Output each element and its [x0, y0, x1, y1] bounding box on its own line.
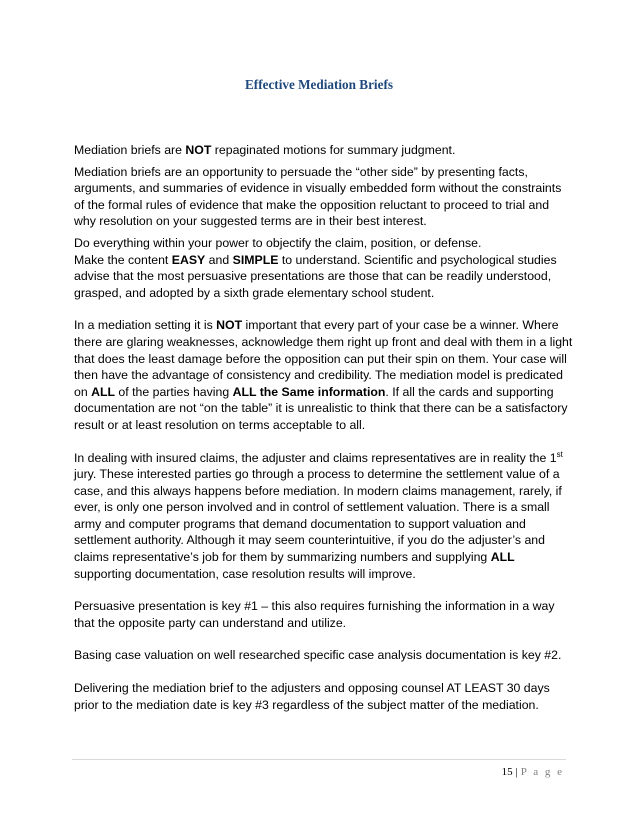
emphasis-not: NOT: [185, 143, 212, 157]
text-run: to understand. Scientific and psychological studies advise that the most persuasive presentations are those that can be readily understood, grasped, and adopted by a sixth grade elementary school student.: [74, 252, 557, 300]
text-run: In a mediation setting it is: [74, 318, 217, 333]
paragraph-3: [74, 235, 574, 301]
paragraph-4: [74, 317, 574, 433]
emphasis-all: ALL: [490, 550, 515, 565]
emphasis-all: ALL: [91, 384, 116, 399]
emphasis-all-same-information: ALL the Same information: [232, 384, 386, 399]
page-footer: [502, 766, 564, 778]
text-run: Mediation briefs are: [74, 143, 186, 157]
paragraph-8: Delivering the mediation brief to the adjusters and opposing counsel AT LEAST 30 days prior to the mediation date is key #3 regardless of the subject matter of the mediation.: [74, 681, 550, 712]
emphasis-simple: SIMPLE: [232, 252, 279, 267]
text-run: Do everything within your power to objectify the claim, position, or defense.: [74, 235, 482, 250]
paragraph-1: [74, 142, 574, 159]
text-run: important that every part of your case be a winner. Where there are glaring weaknesses, acknowledge them right up front and deal with them in a light that does the least damage before the opposition can put their spin on them. Your case will then have the advantage of consistency and credibility. The mediation model is predicated on: [74, 318, 573, 399]
emphasis-not: NOT: [216, 318, 243, 333]
text-run: . If all the cards and supporting documentation are not “on the table” it is unrealistic to think that there can be a satisfactory result or at least resolution on terms acceptable to all.: [74, 384, 568, 432]
text-run: of the parties having: [115, 384, 233, 399]
emphasis-easy: EASY: [171, 252, 206, 267]
text-run: and: [205, 252, 233, 267]
text-run: jury. These interested parties go through a process to determine the settlement value of a case, and this always happens before mediation. In modern claims management, rarely, if ever, is only one person involved and in control of settlement valuation. There is a small army and computer programs that demand documentation to support valuation and settlement authority. Although it may seem counterintuitive, if you do the adjuster’s and claims representative’s job for them by summarizing numbers and supplying: [74, 467, 562, 565]
document-body: [74, 142, 574, 713]
paragraph-2: Mediation briefs are an opportunity to persuade the “other side” by presenting facts, arguments, and summaries of evidence in visually embedded form without the constraints of the formal rules of evidence that make the opposition reluctant to proceed to trial and why resolution on your suggested terms are in their best interest.: [74, 164, 562, 229]
superscript: st: [556, 449, 563, 459]
page-number: 15: [501, 766, 513, 778]
paragraph-5: [74, 450, 574, 583]
page-title: Effective Mediation Briefs: [245, 77, 393, 92]
paragraph-7: Basing case valuation on well researched specific case analysis documentation is key #2.: [74, 648, 562, 663]
footer-separator: |: [515, 766, 518, 778]
text-run: Make the content: [74, 252, 172, 267]
text-run: repaginated motions for summary judgment.: [211, 143, 456, 157]
page-label: P a g e: [520, 766, 564, 778]
paragraph-6: Persuasive presentation is key #1 – this also requires furnishing the information in a way that the opposite party can understand and utilize.: [74, 599, 555, 630]
text-run: supporting documentation, case resolution results will improve.: [74, 566, 416, 581]
footer-divider: [72, 759, 566, 760]
text-run: In dealing with insured claims, the adjuster and claims representatives are in reality the 1: [74, 450, 557, 465]
